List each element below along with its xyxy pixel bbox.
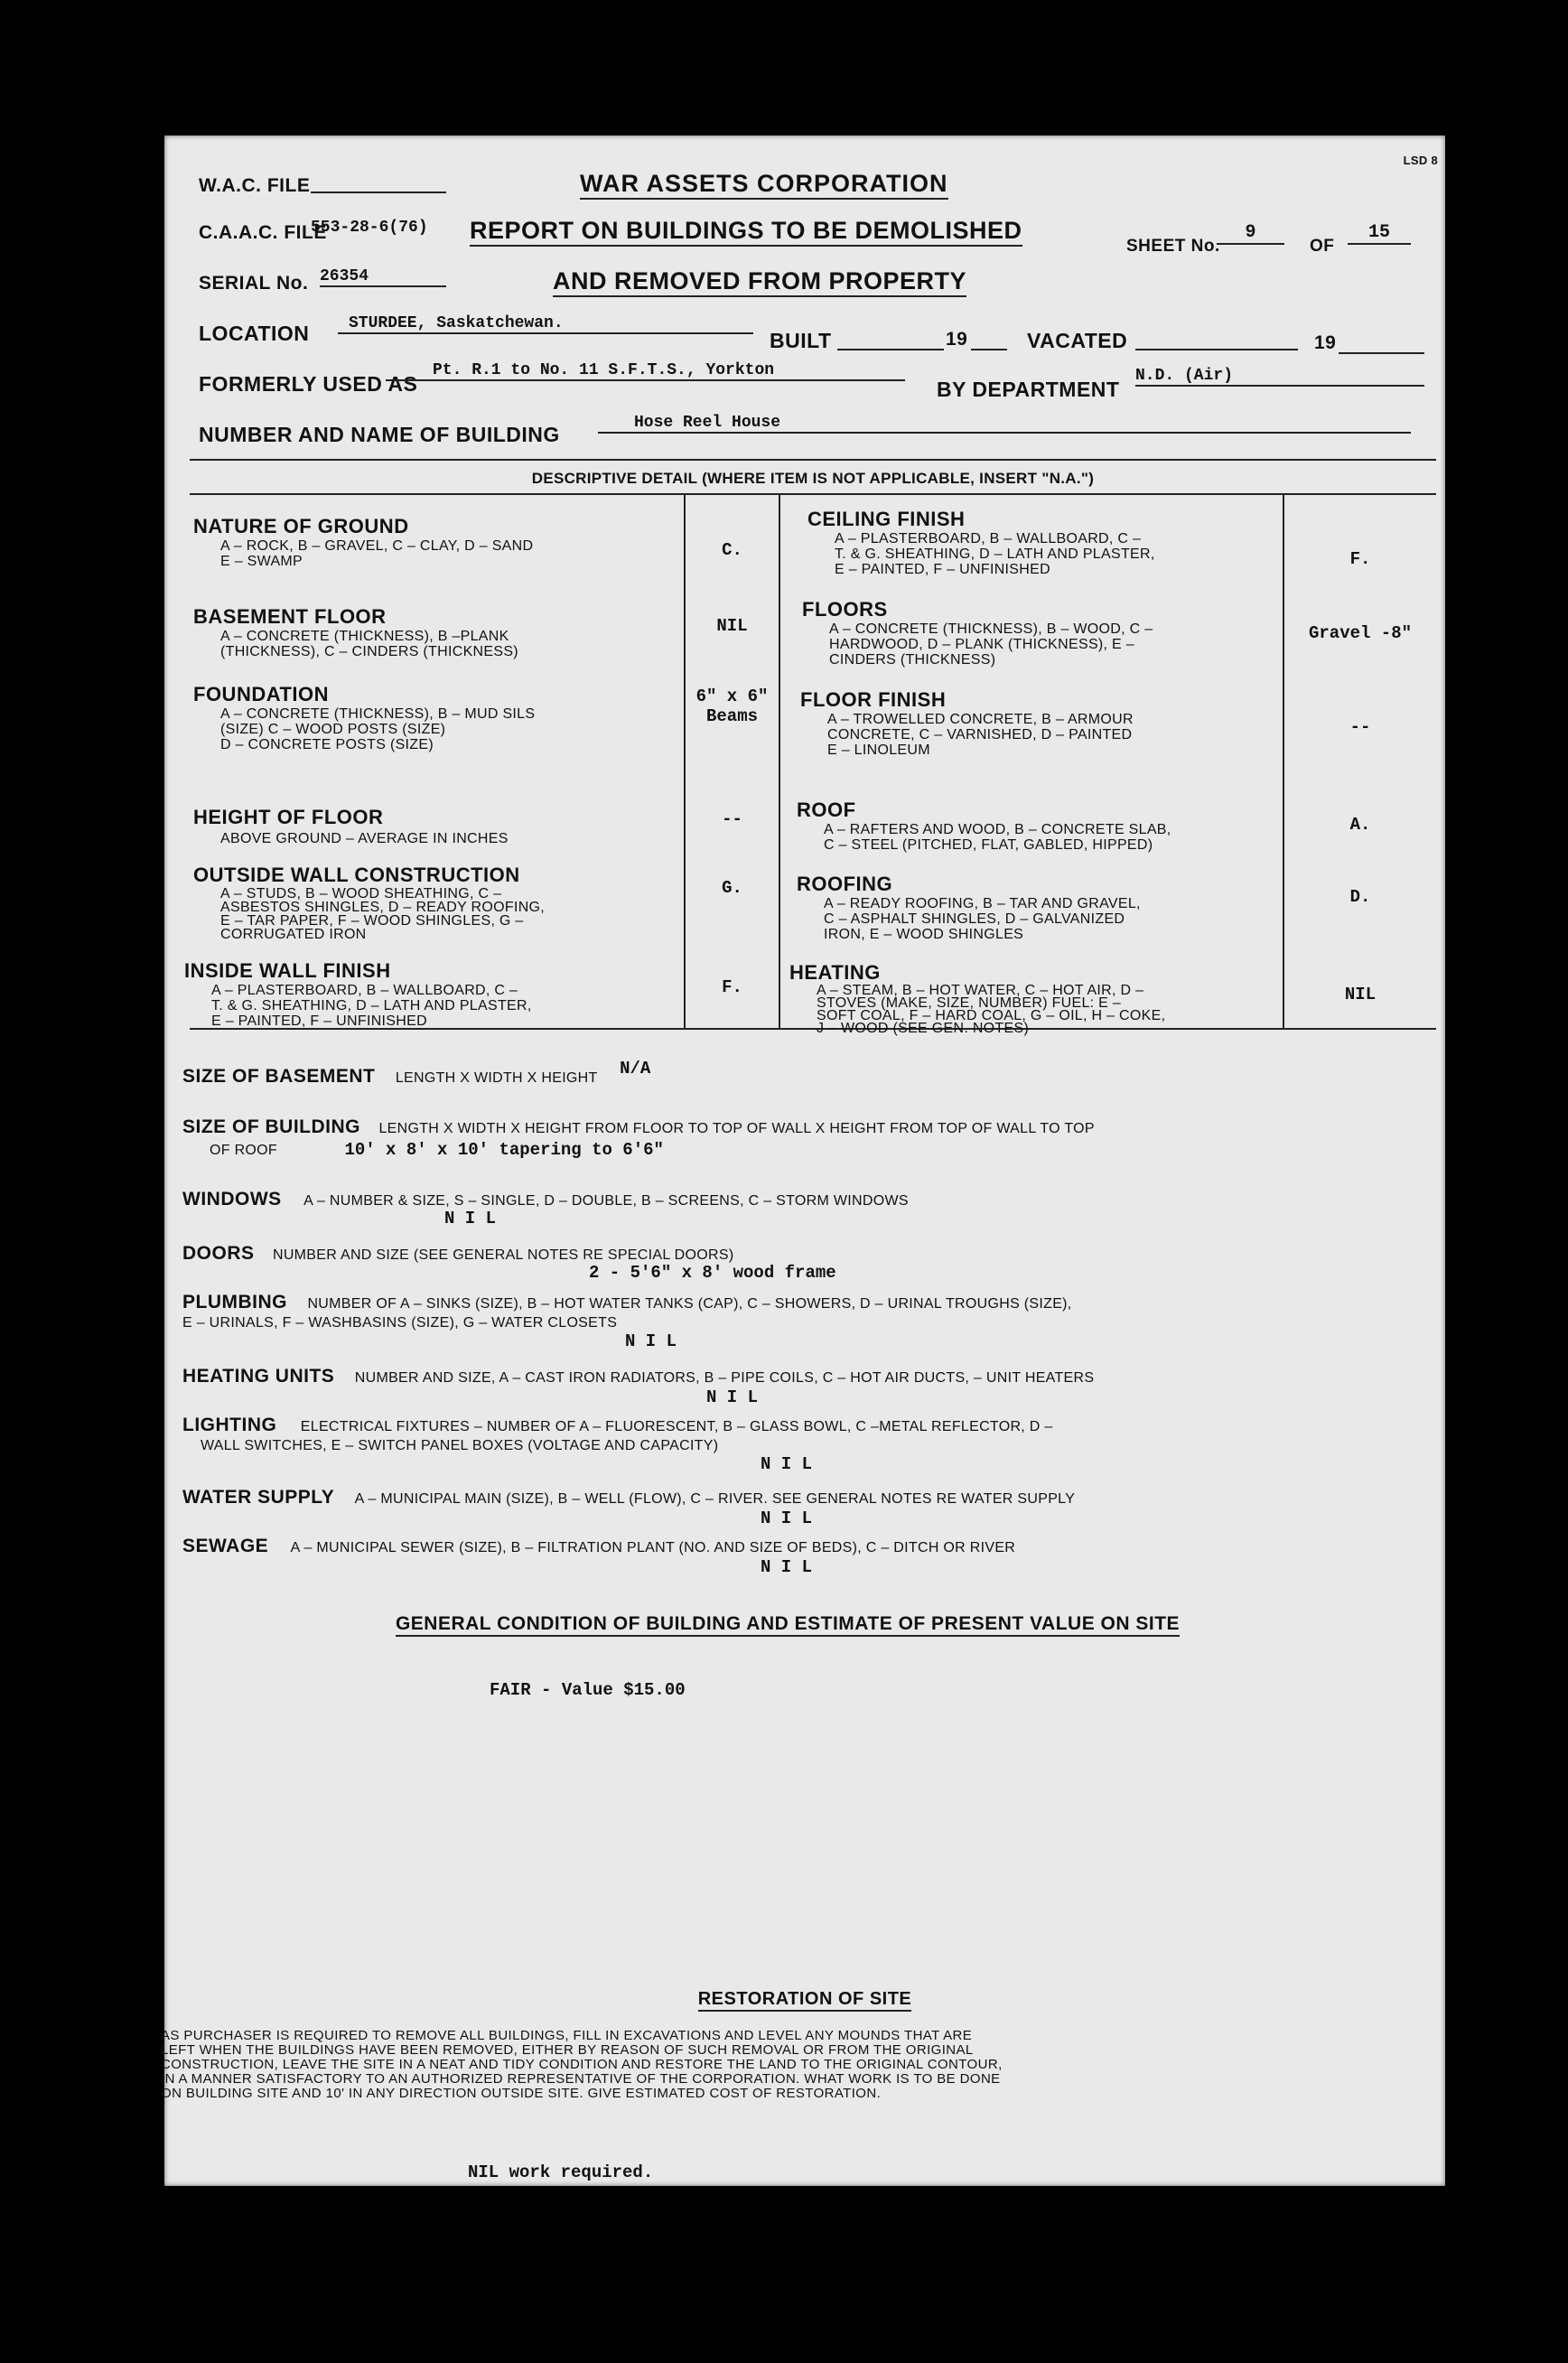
grid-line-2 [779, 495, 780, 1028]
desc-line: CONCRETE, C – VARNISHED, D – PAINTED [827, 727, 1133, 743]
left-item-heading: OUTSIDE WALL CONSTRUCTION [193, 864, 520, 886]
of-value: 15 [1348, 222, 1411, 245]
vacated-line [1135, 349, 1298, 350]
restoration-line: ON BUILDING SITE AND 10' IN ANY DIRECTION OUTSIDE SITE. GIVE ESTIMATED COST OF RESTORATION. [161, 2086, 882, 2101]
desc-line: A – RAFTERS AND WOOD, B – CONCRETE SLAB, [824, 822, 1171, 837]
desc-line: ASBESTOS SHINGLES, D – READY ROOFING, [220, 900, 546, 915]
department-label: BY DEPARTMENT [937, 378, 1120, 401]
right-item-floors [802, 598, 1153, 668]
left-item-value: C. [722, 540, 742, 560]
desc-line: C – STEEL (PITCHED, FLAT, GABLED, HIPPED) [824, 837, 1153, 853]
row-desc: LENGTH X WIDTH X HEIGHT FROM FLOOR TO TOP OF WALL X HEIGHT FROM TOP OF WALL TO TOP [378, 1121, 1095, 1136]
desc-line: CINDERS (THICKNESS) [829, 652, 996, 668]
right-item-desc [797, 896, 1141, 942]
row-heading: DOORS [182, 1243, 255, 1264]
row-lighting [182, 1415, 1429, 1474]
left-item-desc [193, 538, 533, 569]
row-plumbing [182, 1292, 1429, 1351]
left-item-desc [193, 706, 535, 752]
built-year-prefix: 19 [946, 329, 968, 350]
row-line-2 [182, 1140, 1429, 1160]
left-item-desc [193, 831, 509, 846]
row-desc: ELECTRICAL FIXTURES – NUMBER OF A – FLUORESCENT, B – GLASS BOWL, C –METAL REFLECTOR, D – [300, 1419, 1053, 1434]
row-desc: A – MUNICIPAL MAIN (SIZE), B – WELL (FLOW), C – RIVER. SEE GENERAL NOTES RE WATER SUPPLY [354, 1491, 1076, 1507]
vacated-year-line [1339, 352, 1424, 354]
department-value: N.D. (Air) [1135, 367, 1424, 387]
row-heading: SIZE OF BUILDING [182, 1116, 360, 1137]
desc-line: A – STEAM, B – HOT WATER, C – HOT AIR, D – [817, 983, 1144, 998]
desc-line: A – TROWELLED CONCRETE, B – ARMOUR [827, 712, 1134, 727]
desc-line: (THICKNESS), C – CINDERS (THICKNESS) [220, 644, 518, 659]
row-water-supply [182, 1487, 1429, 1528]
left-item-value: 6" x 6" Beams [695, 686, 769, 726]
left-item-heading: BASEMENT FLOOR [193, 605, 387, 628]
building-label: NUMBER AND NAME OF BUILDING [199, 423, 560, 446]
right-item-value: F. [1349, 549, 1371, 569]
document-page [161, 135, 1445, 2186]
row-desc: OF ROOF [210, 1143, 277, 1158]
row-desc: LENGTH X WIDTH X HEIGHT [395, 1070, 598, 1086]
row-desc: NUMBER OF A – SINKS (SIZE), B – HOT WATER TANKS (CAP), C – SHOWERS, D – URINAL TROUGHS (SIZE), [307, 1296, 1072, 1312]
general-condition-heading: GENERAL CONDITION OF BUILDING AND ESTIMATE OF PRESENT VALUE ON SITE [396, 1613, 1180, 1637]
left-item-value: G. [722, 878, 742, 898]
restoration-text [161, 2029, 1425, 2101]
desc-line: J – WOOD (SEE GEN. NOTES) [817, 1021, 1030, 1036]
row-value: N I L [761, 1557, 813, 1577]
left-item-nature-of-ground [193, 515, 533, 569]
desc-line: E – PAINTED, F – UNFINISHED [211, 1013, 427, 1029]
general-condition-value: FAIR - Value $15.00 [490, 1680, 686, 1700]
vacated-label: VACATED [1027, 329, 1128, 352]
desc-line: E – SWAMP [220, 554, 303, 569]
restoration-value: NIL work required. [468, 2162, 654, 2182]
built-label: BUILT [770, 329, 832, 352]
desc-line: A – CONCRETE (THICKNESS), B –PLANK [220, 629, 509, 644]
right-item-desc [802, 621, 1153, 668]
row-value: N I L [444, 1209, 497, 1228]
desc-line: HARDWOOD, D – PLANK (THICKNESS), E – [829, 637, 1134, 652]
general-condition-heading-wrap [282, 1613, 1293, 1637]
right-item-ceiling-finish [807, 508, 1155, 577]
row-value: 10' x 8' x 10' tapering to 6'6" [344, 1140, 664, 1160]
of-label: OF [1310, 237, 1335, 256]
right-item-heading: FLOOR FINISH [800, 688, 947, 711]
right-item-roof [797, 799, 1171, 853]
right-item-value: -- [1349, 717, 1371, 737]
row-value: N I L [706, 1387, 759, 1407]
right-item-desc [789, 985, 1165, 1035]
restoration-heading: RESTORATION OF SITE [698, 1989, 912, 2012]
right-item-desc [800, 712, 1134, 758]
row-desc: NUMBER AND SIZE (SEE GENERAL NOTES RE SPECIAL DOORS) [272, 1247, 734, 1263]
row-desc: A – NUMBER & SIZE, S – SINGLE, D – DOUBLE, B – SCREENS, C – STORM WINDOWS [303, 1193, 909, 1209]
row-size-of-building [182, 1116, 1429, 1160]
desc-line: A – ROCK, B – GRAVEL, C – CLAY, D – SAND [220, 538, 534, 554]
title-rule-top [190, 459, 1436, 461]
restoration-line: CONSTRUCTION, LEAVE THE SITE IN A NEAT AND TIDY CONDITION AND RESTORE THE LAND TO THE ORIGINAL CONTOUR, [161, 2057, 1003, 2072]
restoration-line: LEFT WHEN THE BUILDINGS HAVE BEEN REMOVED, EITHER BY REASON OF SUCH REMOVAL OR FROM THE ORIGINAL [161, 2042, 974, 2058]
row-heading: LIGHTING [182, 1415, 277, 1435]
left-item-heading: HEIGHT OF FLOOR [193, 806, 384, 828]
row-desc: WALL SWITCHES, E – SWITCH PANEL BOXES (VOLTAGE AND CAPACITY) [201, 1438, 719, 1453]
desc-line: T. & G. SHEATHING, D – LATH AND PLASTER, [835, 546, 1155, 562]
left-item-heading: INSIDE WALL FINISH [184, 959, 391, 982]
right-item-desc [807, 531, 1155, 577]
formerly-used-value: Pt. R.1 to No. 11 S.F.T.S., Yorkton [386, 361, 905, 381]
desc-line: (SIZE) C – WOOD POSTS (SIZE) [220, 722, 446, 737]
right-item-desc [797, 822, 1171, 853]
desc-line: T. & G. SHEATHING, D – LATH AND PLASTER, [211, 998, 532, 1013]
row-doors [182, 1243, 1429, 1283]
row-heading: WINDOWS [182, 1189, 282, 1210]
row-desc: E – URINALS, F – WASHBASINS (SIZE), G – WATER CLOSETS [182, 1315, 618, 1331]
restoration-line: AS PURCHASER IS REQUIRED TO REMOVE ALL BUILDINGS, FILL IN EXCAVATIONS AND LEVEL ANY MOUNDS THAT ARE [161, 2028, 973, 2043]
right-item-heading: HEATING [789, 961, 881, 984]
left-item-value: F. [722, 977, 742, 997]
row-heating-units [182, 1366, 1429, 1407]
title-rule-bottom [190, 493, 1436, 495]
desc-line: A – CONCRETE (THICKNESS), B – WOOD, C – [829, 621, 1153, 637]
right-item-heading: ROOFING [797, 873, 893, 895]
wac-file-line [311, 191, 446, 193]
right-item-heating [789, 961, 1165, 1035]
row-desc: NUMBER AND SIZE, A – CAST IRON RADIATORS, B – PIPE COILS, C – HOT AIR DUCTS, – UNIT HEATERS [354, 1370, 1095, 1386]
left-item-value: -- [722, 809, 742, 829]
row-size-of-basement [182, 1059, 1429, 1088]
location-label: LOCATION [199, 322, 310, 345]
row-line-2 [182, 1315, 1429, 1331]
serial-value: 26354 [320, 267, 446, 287]
left-item-value: NIL [716, 616, 748, 636]
desc-line: A – PLASTERBOARD, B – WALLBOARD, C – [211, 983, 518, 998]
grid-line-1 [684, 495, 686, 1028]
grid-line-3 [1283, 495, 1284, 1028]
right-item-value: D. [1349, 887, 1371, 907]
right-item-floor-finish [800, 688, 1134, 758]
right-item-heading: ROOF [797, 799, 856, 821]
built-year-line [971, 349, 1007, 350]
desc-line: C – ASPHALT SHINGLES, D – GALVANIZED [824, 911, 1125, 927]
right-item-value: Gravel -8" [1308, 623, 1413, 643]
desc-line: IRON, E – WOOD SHINGLES [824, 927, 1024, 942]
report-title-1: REPORT ON BUILDINGS TO BE DEMOLISHED [470, 217, 1022, 247]
left-item-desc [193, 629, 518, 659]
row-desc: A – MUNICIPAL SEWER (SIZE), B – FILTRATION PLANT (NO. AND SIZE OF BEDS), C – DITCH OR RIVER [290, 1540, 1016, 1555]
row-sewage [182, 1536, 1429, 1577]
right-item-heading: CEILING FINISH [807, 508, 966, 530]
row-value: 2 - 5'6" x 8' wood frame [589, 1263, 836, 1283]
desc-line: A – READY ROOFING, B – TAR AND GRAVEL, [824, 896, 1141, 911]
row-heading: PLUMBING [182, 1292, 287, 1312]
vacated-year-prefix: 19 [1314, 332, 1337, 353]
row-windows [182, 1189, 1429, 1228]
right-item-heading: FLOORS [802, 598, 888, 621]
org-title: WAR ASSETS CORPORATION [580, 170, 948, 200]
row-value: N I L [761, 1454, 813, 1474]
left-item-heading: FOUNDATION [193, 683, 330, 705]
sheet-value: 9 [1217, 222, 1284, 245]
desc-line: STOVES (MAKE, SIZE, NUMBER) FUEL: E – [817, 995, 1122, 1011]
left-item-desc [184, 983, 532, 1029]
wac-file-label: W.A.C. FILE [199, 175, 311, 196]
left-item-desc [193, 887, 545, 941]
sheet-label: SHEET No. [1126, 237, 1220, 256]
row-value: N I L [625, 1331, 677, 1351]
row-heading: SEWAGE [182, 1536, 269, 1556]
desc-line: A – STUDS, B – WOOD SHEATHING, C – [220, 886, 502, 901]
location-value: STURDEE, Saskatchewan. [338, 314, 753, 334]
form-code: LSD 8 [1403, 154, 1438, 167]
left-item-inside-wall [184, 959, 532, 1029]
built-line [837, 349, 944, 350]
right-item-value: A. [1349, 815, 1371, 835]
desc-line: D – CONCRETE POSTS (SIZE) [220, 737, 434, 752]
caac-file-label: C.A.A.C. FILE [199, 222, 327, 243]
row-heading: WATER SUPPLY [182, 1487, 335, 1508]
right-item-value: NIL [1344, 985, 1377, 1004]
row-line-2 [182, 1438, 1429, 1454]
descriptive-detail-title: DESCRIPTIVE DETAIL (WHERE ITEM IS NOT APPLICABLE, INSERT "N.A.") [531, 470, 1095, 487]
building-value: Hose Reel House [598, 414, 1411, 434]
desc-line: ABOVE GROUND – AVERAGE IN INCHES [220, 831, 509, 846]
formerly-used-label: FORMERLY USED AS [199, 372, 418, 396]
row-value: N I L [761, 1508, 813, 1528]
desc-line: CORRUGATED IRON [220, 927, 367, 942]
report-title-2: AND REMOVED FROM PROPERTY [553, 267, 966, 297]
row-value: N/A [620, 1059, 651, 1079]
left-item-foundation [193, 683, 535, 752]
desc-line: E – PAINTED, F – UNFINISHED [835, 562, 1050, 577]
restoration-line: IN A MANNER SATISFACTORY TO AN AUTHORIZED REPRESENTATIVE OF THE CORPORATION. WHAT WORK IS TO BE DONE [161, 2071, 1001, 2087]
left-item-heading: NATURE OF GROUND [193, 515, 409, 537]
left-item-basement-floor [193, 605, 518, 659]
restoration-heading-wrap [164, 1989, 1445, 2012]
serial-label: SERIAL No. [199, 273, 309, 294]
row-heading: SIZE OF BASEMENT [182, 1066, 376, 1087]
left-item-outside-wall [193, 864, 545, 941]
caac-file-value: 553-28-6(76) [311, 219, 428, 237]
desc-line: A – CONCRETE (THICKNESS), B – MUD SILS [220, 706, 536, 722]
desc-line: E – LINOLEUM [827, 743, 930, 758]
desc-line: E – TAR PAPER, F – WOOD SHINGLES, G – [220, 913, 524, 929]
left-item-height-of-floor [193, 806, 509, 846]
desc-line: SOFT COAL, F – HARD COAL, G – OIL, H – COKE, [817, 1008, 1166, 1023]
row-heading: HEATING UNITS [182, 1366, 335, 1387]
desc-line: A – PLASTERBOARD, B – WALLBOARD, C – [835, 531, 1142, 546]
right-item-roofing [797, 873, 1141, 942]
